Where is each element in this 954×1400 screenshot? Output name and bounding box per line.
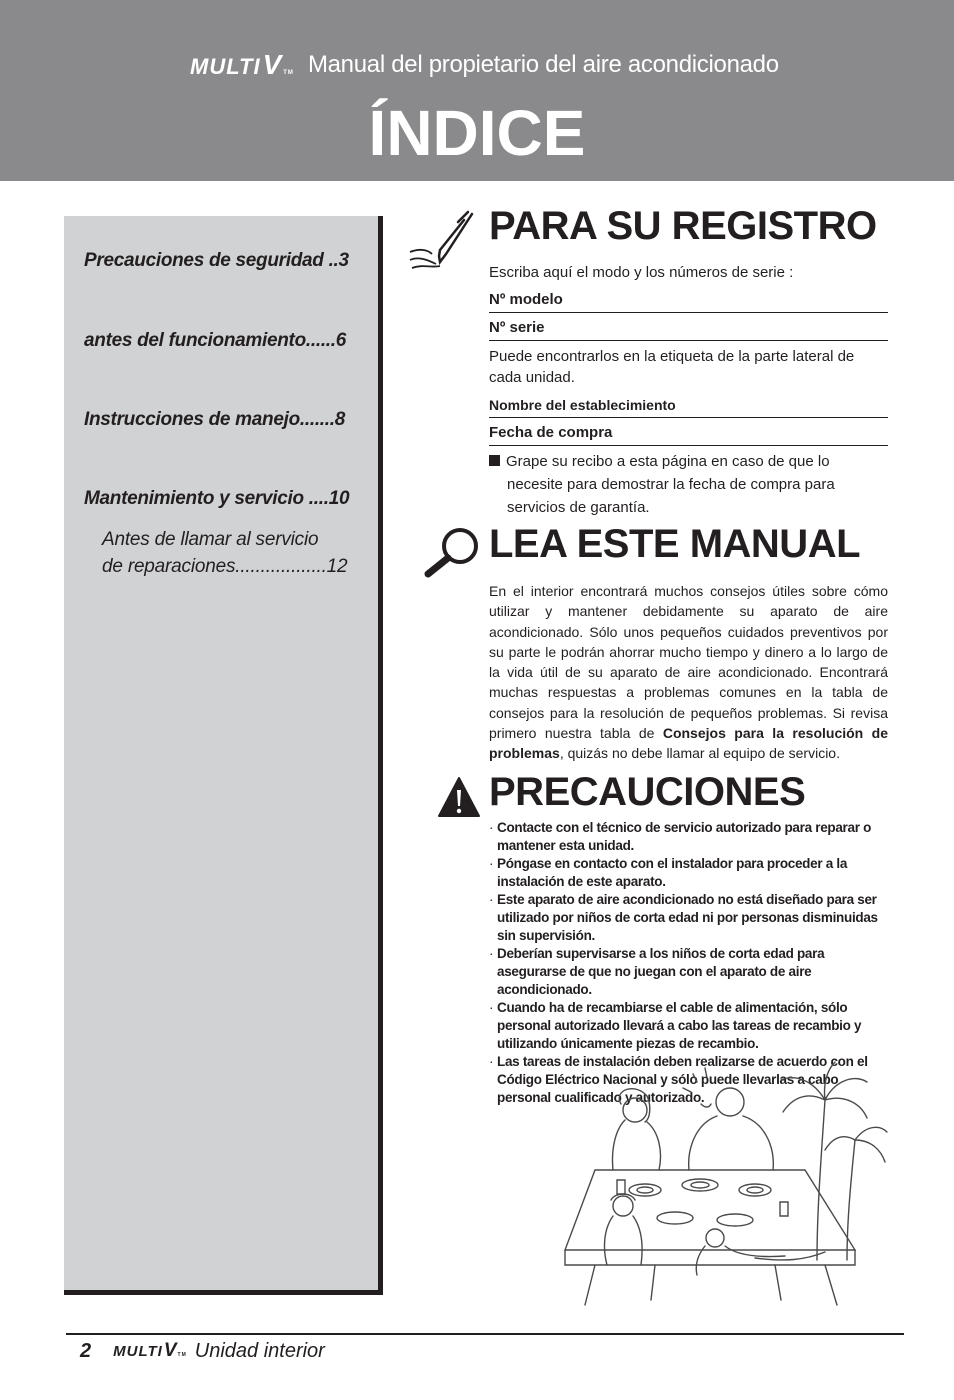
staple-note bbox=[489, 450, 888, 519]
lea-title: LEA ESTE MANUAL bbox=[489, 522, 861, 566]
list-item: · Este aparato de aire acondicionado no está diseñado para ser utilizado por niños de corta edad ni por personas disminuidas sin supervisión. bbox=[489, 892, 878, 943]
square-bullet-icon bbox=[489, 455, 500, 466]
page-title: ÍNDICE bbox=[368, 97, 586, 169]
lea-bold-link: Consejos para la resolución de problemas bbox=[489, 725, 888, 762]
toc-subitem-line-1: Antes de llamar al servicio bbox=[102, 529, 319, 550]
toc-item-safety[interactable]: Precauciones de seguridad ..3 bbox=[84, 250, 349, 271]
toc-subitem-service[interactable] bbox=[102, 526, 360, 580]
manual-subtitle: Manual del propietario del aire acondicionado bbox=[307, 51, 779, 78]
brand-row bbox=[190, 48, 779, 82]
field-establecimiento: Nombre del establecimiento bbox=[489, 397, 888, 418]
toc-item-maintenance[interactable]: Mantenimiento y servicio ....10 bbox=[84, 488, 350, 509]
registro-intro: Escriba aquí el modo y los números de serie : bbox=[489, 264, 794, 281]
precauciones-title: PRECAUCIONES bbox=[489, 770, 806, 814]
page-footer bbox=[80, 1338, 325, 1364]
logo-tm: TM bbox=[283, 70, 294, 76]
lea-body: En el interior encontrará muchos consejos útiles sobre cómo utilizar y mantener debidamente su aparato de aire acondicionado. Sólo unos pequeños cuidados preventivos por su parte le podrán ahorrar mucho tiempo y dinero a lo largo de la vida útil de su aparato de aire acondicionado. Encontrará muchas respuestas a problemas comunes en la tabla de consejos para la resolución de pequeños problemas. Si revisa primero nuestra tabla de Consejos para la resolución de problemas, quizás no debe llamar al equipo de servicio. bbox=[489, 583, 888, 762]
list-item: · Contacte con el técnico de servicio autorizado para reparar o mantener esta unidad. bbox=[489, 820, 872, 853]
field-modelo: Nº modelo bbox=[489, 291, 888, 313]
magnifying-glass-icon bbox=[422, 526, 482, 578]
field-serie: Nº serie bbox=[489, 319, 888, 341]
multi-v-logo bbox=[190, 49, 294, 81]
list-item: · Póngase en contacto con el instalador para proceder a la instalación de este aparato. bbox=[489, 856, 848, 889]
family-picnic-illustration bbox=[555, 1060, 890, 1308]
list-item: · Deberían supervisarse a los niños de corta edad para asegurarse de que no juegan con el aparato de aire acondicionado. bbox=[489, 946, 825, 997]
logo-v: V bbox=[262, 49, 283, 80]
toc-item-operation[interactable]: Instrucciones de manejo.......8 bbox=[84, 409, 346, 430]
page-header bbox=[0, 0, 954, 181]
registro-location-note: Puede encontrarlos en la etiqueta de la parte lateral de cada unidad. bbox=[489, 348, 855, 386]
staple-note-line-2: necesite para demostrar la fecha de compra para bbox=[507, 476, 835, 493]
footer-label: Unidad interior bbox=[194, 1339, 325, 1362]
staple-note-line-1: Grape su recibo a esta página en caso de que lo bbox=[489, 450, 888, 473]
toc-item-before-operation[interactable]: antes del funcionamiento......6 bbox=[84, 330, 347, 351]
table-of-contents bbox=[64, 216, 383, 1295]
logo-text: MULTI bbox=[190, 54, 261, 79]
footer-multi-v-logo: MULTI V TM bbox=[113, 1340, 187, 1361]
staple-note-line-3: servicios de garantía. bbox=[507, 499, 650, 516]
warning-triangle-icon bbox=[437, 776, 481, 818]
pen-writing-icon bbox=[406, 210, 480, 276]
list-item: · Cuando ha de recambiarse el cable de alimentación, sólo personal autorizado llevará a cabo las tareas de recambio y utilizando únicamente piezas de recambio. bbox=[489, 1000, 862, 1051]
list-item: · Las tareas de instalación deben realizarse de acuerdo con el Código Eléctrico Nacional y sólo puede llevarlas a cabo personal cualificado y autorizado. bbox=[489, 1054, 868, 1105]
toc-subitem-line-2: de reparaciones..................12 bbox=[102, 556, 348, 577]
footer-rule bbox=[66, 1333, 904, 1335]
registro-title: PARA SU REGISTRO bbox=[489, 204, 877, 248]
field-fecha: Fecha de compra bbox=[489, 424, 888, 446]
page-number: 2 bbox=[80, 1339, 92, 1362]
